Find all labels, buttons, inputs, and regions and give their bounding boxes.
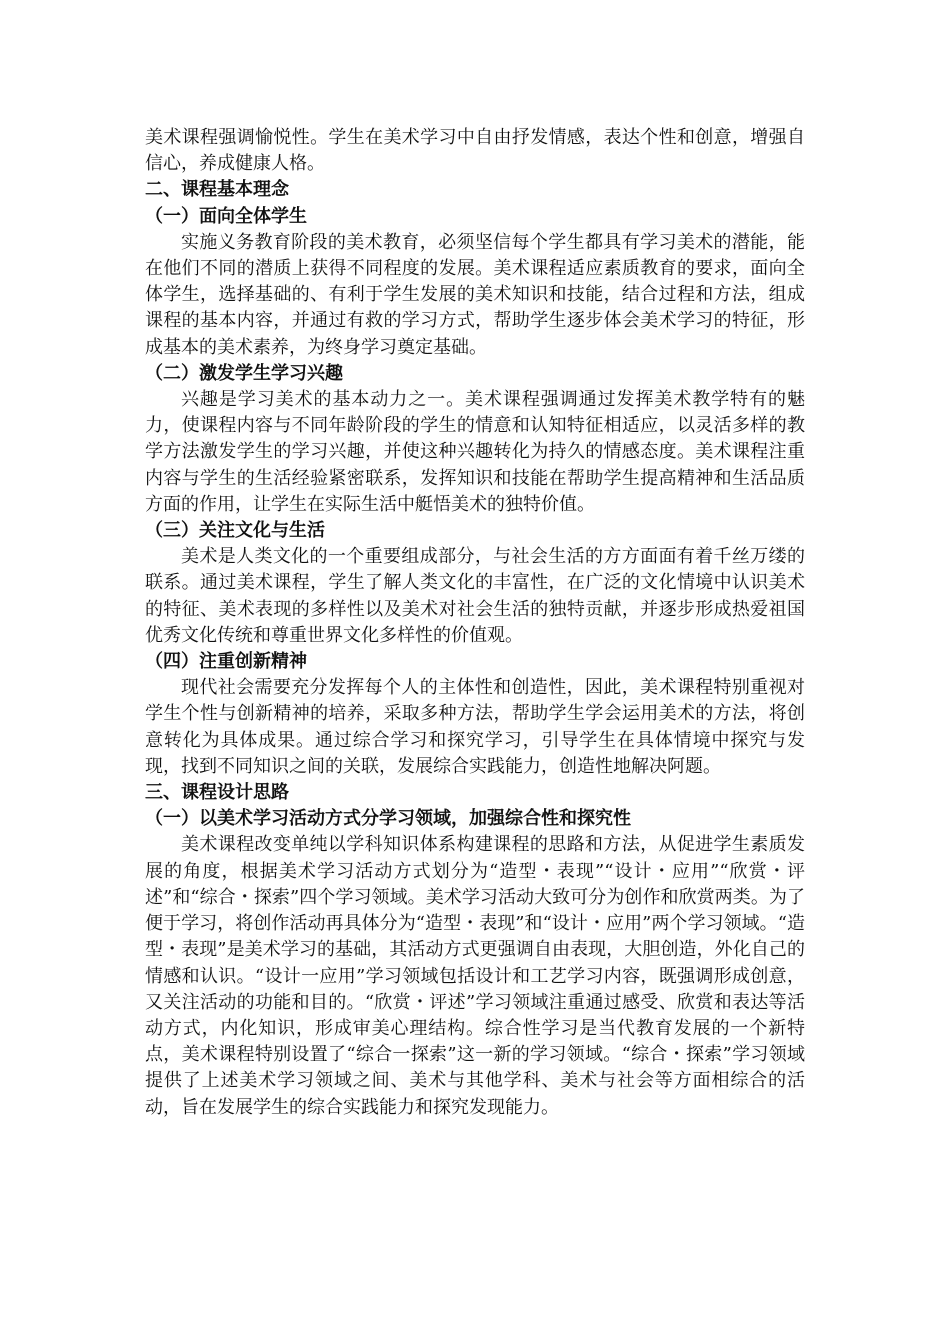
section-heading-3: 三、课程设计思路 xyxy=(145,782,289,804)
subsection-heading-2: （二）激发学生学习兴趣 xyxy=(145,362,343,384)
subsection-heading-3: （三）关注文化与生活 xyxy=(145,520,325,542)
subsection-heading-4: （四）注重创新精神 xyxy=(145,651,307,673)
intro-paragraph: 美术课程强调愉悦性。学生在美术学习中自由抒发情感，表达个性和创意，增强自信心，养成健康人格。 xyxy=(145,127,805,175)
paragraph-5: 美术课程改变单纯以学科知识体系构建课程的思路和方法，从促进学生素质发展的角度，根据美术学习活动方式划分为“造型・表现”“设计・应用”“欣赏・评述”和“综合・探索”四个学习领域。美术学习活动大致可分为创作和欣赏两类。为了便于学习，将创作活动再具体分为“造型・表现”和“设计・应用”两个学习领域。“造型・表现”是美术学习的基础，其活动方式更强调自由表现，大胆创造，外化自己的情感和认识。“设计一应用”学习领域包括设计和工艺学习内容，既强调形成创意，又关注活动的功能和目的。“欣赏・评述”学习领域注重通过感受、欣赏和表达等活动方式，内化知识，形成审美心理结构。综合性学习是当代教育发展的一个新特点，美术课程特别设置了“综合一探索”这一新的学习领域。“综合・探索”学习领域提供了上述美术学习领域之间、美术与其他学科、美术与社会等方面相综合的活动，旨在发展学生的综合实践能力和探究发现能力。 xyxy=(145,834,805,1118)
subsection-heading-1: （一）面向全体学生 xyxy=(145,205,307,227)
section-heading-2: 二、课程基本理念 xyxy=(145,179,289,201)
document-page xyxy=(145,125,805,1121)
subsection-heading-5: （一）以美术学习活动方式分学习领域，加强综合性和探究性 xyxy=(145,808,631,830)
paragraph-4: 现代社会需要充分发挥每个人的主体性和创造性，因此，美术课程特别重视对学生个性与创新精神的培养，采取多种方法，帮助学生学会运用美术的方法，将创意转化为具体成果。通过综合学习和探究学习，引导学生在具体情境中探究与发现，找到不同知识之间的关联，发展综合实践能力，创造性地解决阿题。 xyxy=(145,677,805,777)
paragraph-3: 美术是人类文化的一个重要组成部分，与社会生活的方方面面有着千丝万缕的联系。通过美术课程，学生了解人类文化的丰富性，在广泛的文化情境中认识美术的特征、美术表现的多样性以及美术对社会生活的独特贡献，并逐步形成热爱祖国优秀文化传统和尊重世界文化多样性的价值观。 xyxy=(145,546,805,646)
paragraph-2: 兴趣是学习美术的基本动力之一。美术课程强调通过发挥美术教学特有的魅力，使课程内容与不同年龄阶段的学生的情意和认知特征相适应，以灵活多样的教学方法激发学生的学习兴趣，并使这种兴趣转化为持久的情感态度。美术课程注重内容与学生的生活经验紧密联系，发挥知识和技能在帮助学生提高精神和生活品质方面的作用，让学生在实际生活中艇悟美术的独特价值。 xyxy=(145,389,805,515)
paragraph-1: 实施义务教育阶段的美术教育，必须坚信每个学生都具有学习美术的潜能，能在他们不同的潜质上获得不同程度的发展。美术课程适应素质教育的要求，面向全体学生，选择基础的、有利于学生发展的美术知识和技能，结合过程和方法，组成课程的基本内容，并通过有救的学习方式，帮助学生逐步体会美术学习的特征，形成基本的美术素养，为终身学习奠定基础。 xyxy=(145,231,805,358)
